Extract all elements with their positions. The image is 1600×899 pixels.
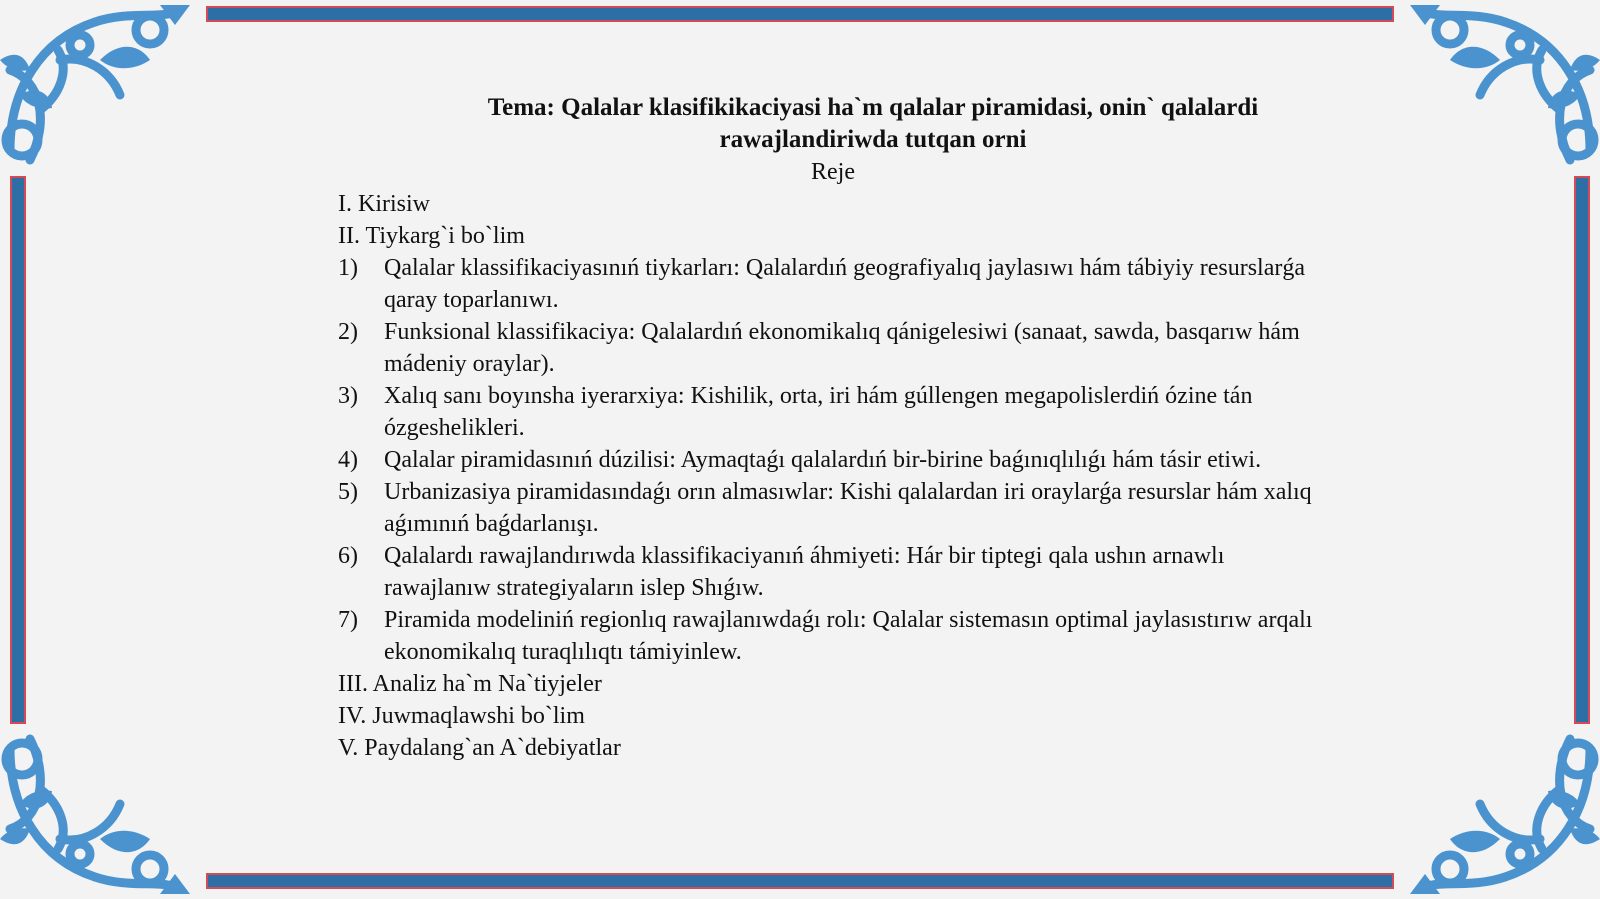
list-item-number: 2): [338, 319, 358, 345]
list-item-number: 1): [338, 255, 358, 281]
list-item-text: Qalalar piramidasınıń dúzilisi: Aymaqtaǵı qalalardıń bir-birine baǵınıqlılıǵı hám tásir etiwi.: [384, 447, 1262, 473]
frame-border-right: [1576, 178, 1588, 722]
list-item: [338, 444, 1328, 476]
list-item: [338, 252, 1328, 316]
list-item-number: 5): [338, 479, 358, 505]
title-line-1: Tema: Qalalar klasifikikaciyasi ha`m qalalar piramidasi, onin` qalalardi: [487, 94, 1259, 121]
ornament-icon: [1404, 727, 1600, 899]
list-item-number: 6): [338, 543, 358, 569]
frame-border-top: [208, 8, 1392, 20]
list-item-text: Qalalardı rawajlandırıwda klassifikaciyanıń áhmiyeti: Hár bir tiptegi qala ushın arnawlı rawajlanıw strategiyaların islep Shıǵıw.: [384, 543, 1225, 601]
list-item: [338, 476, 1328, 540]
document-body: [338, 92, 1328, 764]
list-item: [338, 604, 1328, 668]
section-heading: II. Tiykarg`i bo`lim: [338, 223, 525, 249]
frame-border-bottom: [208, 875, 1392, 887]
list-item-text: Funksional klassifikaciya: Qalalardıń ekonomikalıq qánigelesiwi (sanaat, sawda, basqarıw hám mádeniy oraylar).: [384, 319, 1300, 377]
list-item: [338, 316, 1328, 380]
list-item: [338, 540, 1328, 604]
section-heading: III. Analiz ha`m Na`tiyjeler: [338, 671, 602, 697]
corner-ornament-top-right: [1404, 0, 1600, 172]
section-heading: I. Kirisiw: [338, 191, 430, 217]
list-item-text: Xalıq sanı boyınsha iyerarxiya: Kishilik, orta, iri hám gúllengen megapolislerdiń ózine tán ózgeshelikleri.: [384, 383, 1253, 441]
document-title: [378, 92, 1368, 156]
ornament-icon: [1404, 0, 1600, 172]
list-item-text: Urbanizasiya piramidasındaǵı orın almasıwlar: Kishi qalalardan iri oraylarǵa resurslar hám xalıq aǵımınıń baǵdarlanışı.: [384, 479, 1312, 537]
title-line-2: rawajlandiriwda tutqan orni: [719, 126, 1027, 153]
frame-border-left: [12, 178, 24, 722]
corner-ornament-bottom-left: [0, 727, 196, 899]
ornament-icon: [0, 0, 196, 172]
list-item-text: Qalalar klassifikaciyasınıń tiykarları: Qalalardıń geografiyalıq jaylasıwı hám tábiyiy resurslarǵa qaray toparlanıwı.: [384, 255, 1306, 313]
section-heading: IV. Juwmaqlawshi bo`lim: [338, 703, 585, 729]
list-item: [338, 380, 1328, 444]
corner-ornament-bottom-right: [1404, 727, 1600, 899]
list-item-text: Piramida modeliniń regionlıq rawajlanıwdaǵı rolı: Qalalar sistemasın optimal jaylasıstırıw arqalı ekonomikalıq turaqlılıqtı támiyinlew.: [384, 607, 1313, 665]
plan-heading: Reje: [811, 159, 855, 185]
list-item-number: 4): [338, 447, 358, 473]
list-item-number: 3): [338, 383, 358, 409]
list-item-number: 7): [338, 607, 358, 633]
ornament-icon: [0, 727, 196, 899]
section-heading: V. Paydalang`an A`debiyatlar: [338, 735, 621, 761]
corner-ornament-top-left: [0, 0, 196, 172]
